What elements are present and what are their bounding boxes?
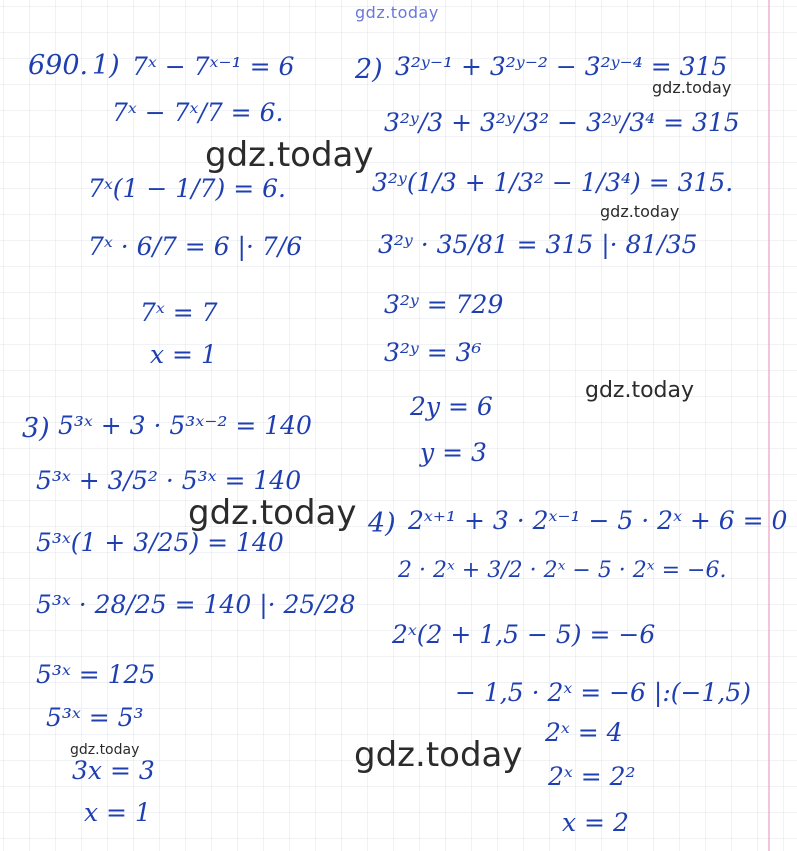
part2-line: 3²ʸ · 35/81 = 315 |· 81/35 — [378, 230, 698, 259]
watermark: gdz.today — [205, 135, 374, 175]
watermark: gdz.today — [354, 735, 523, 775]
part2-line: y = 3 — [420, 438, 487, 467]
part3-line: 3x = 3 — [72, 756, 155, 785]
part4-line: 2ˣ = 4 — [545, 718, 623, 747]
part3-line: x = 1 — [84, 798, 151, 827]
part1-label: 1) — [92, 50, 120, 81]
part4-line: − 1,5 · 2ˣ = −6 |:(−1,5) — [455, 678, 751, 707]
part2-label: 2) — [355, 54, 383, 85]
part4-line: 2 · 2ˣ + 3/2 · 2ˣ − 5 · 2ˣ = −6. — [398, 558, 727, 583]
part2-line: 3²ʸ⁻¹ + 3²ʸ⁻² − 3²ʸ⁻⁴ = 315 — [395, 52, 728, 81]
part4-line: 2ˣ = 2² — [548, 762, 636, 791]
margin-line — [768, 0, 770, 851]
part2-line: 3²ʸ = 3⁶ — [384, 338, 482, 367]
part3-line: 5³ˣ + 3 · 5³ˣ⁻² = 140 — [58, 411, 312, 440]
part3-line: 5³ˣ + 3/5² · 5³ˣ = 140 — [36, 466, 302, 495]
part2-line: 3²ʸ/3 + 3²ʸ/3² − 3²ʸ/3⁴ = 315 — [384, 108, 740, 137]
part1-line: 7ˣ = 7 — [140, 298, 218, 327]
part3-label: 3) — [22, 413, 50, 444]
part4-line: 2ˣ⁺¹ + 3 · 2ˣ⁻¹ − 5 · 2ˣ + 6 = 0 — [408, 506, 788, 535]
part4-line: x = 2 — [562, 808, 629, 837]
part4-label: 4) — [368, 508, 396, 539]
part1-line: 7ˣ(1 − 1/7) = 6. — [88, 174, 286, 203]
part3-line: 5³ˣ = 5³ — [46, 703, 144, 732]
part1-line: x = 1 — [150, 340, 217, 369]
part3-line: 5³ˣ(1 + 3/25) = 140 — [36, 528, 284, 557]
part3-line: 5³ˣ · 28/25 = 140 |· 25/28 — [36, 590, 356, 619]
part1-line: 7ˣ · 6/7 = 6 |· 7/6 — [88, 232, 303, 261]
part2-line: 2y = 6 — [410, 392, 493, 421]
part3-line: 5³ˣ = 125 — [36, 660, 156, 689]
part4-line: 2ˣ(2 + 1,5 − 5) = −6 — [392, 620, 656, 649]
watermark: gdz.today — [70, 742, 140, 758]
watermark: gdz.today — [585, 378, 695, 403]
watermark: gdz.today — [600, 202, 680, 221]
part2-line: 3²ʸ = 729 — [384, 290, 504, 319]
watermark-top: gdz.today — [355, 3, 439, 22]
watermark: gdz.today — [652, 78, 732, 97]
part1-line: 7ˣ − 7ˣ⁻¹ = 6 — [132, 52, 295, 81]
part2-line: 3²ʸ(1/3 + 1/3² − 1/3⁴) = 315. — [372, 168, 734, 197]
problem-number: 690. — [28, 50, 89, 81]
part1-line: 7ˣ − 7ˣ/7 = 6. — [112, 98, 284, 127]
watermark: gdz.today — [188, 493, 357, 533]
